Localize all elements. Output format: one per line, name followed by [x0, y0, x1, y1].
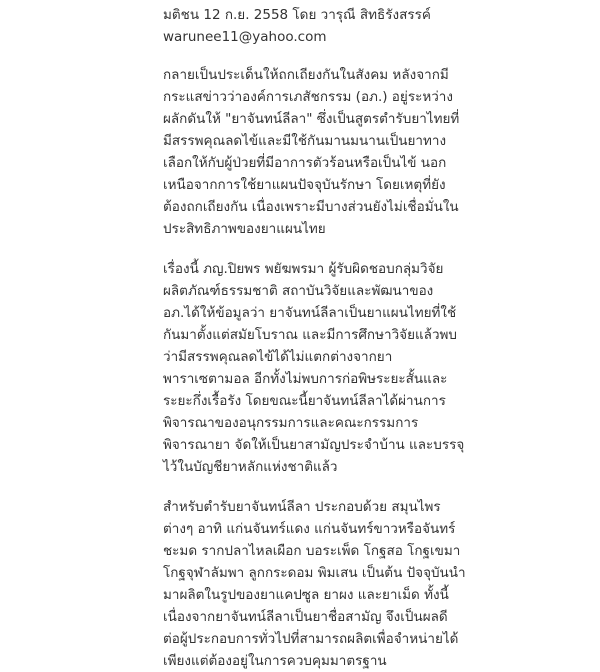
- paragraph-line: พิจารณายา จัดให้เป็นยาสามัญประจำบ้าน และบรรจุ: [163, 437, 465, 453]
- paragraph-line: ต่างๆ อาทิ แก่นจันทร์แดง แก่นจันทร์ขาวหรือจันทร์: [163, 521, 456, 537]
- paragraph-line: ต้องถกเถียงกัน เนื่องเพราะมีบางส่วนยังไม่เชื่อมั่นใน: [163, 199, 459, 215]
- paragraph-line: สำหรับตำรับยาจันทน์ลีลา ประกอบด้วย สมุนไพร: [163, 499, 441, 515]
- paragraph-1: [163, 64, 463, 240]
- paragraph-line: เหนือจากการใช้ยาแผนปัจจุบันรักษา โดยเหตุที่ยัง: [163, 177, 446, 193]
- paragraph-line: เนื่องจากยาจันทน์ลีลาเป็นยาชื่อสามัญ จึงเป็นผลดี: [163, 609, 448, 625]
- byline-date-author: มติชน 12 ก.ย. 2558 โดย วารุณี สิทธิรังสรรค์: [163, 7, 431, 23]
- paragraph-line: เรื่องนี้ ภญ.ปิยพร พยัฆพรมา ผู้รับผิดชอบกลุ่มวิจัย: [163, 261, 444, 277]
- paragraph-line: โกฐจุฬาลัมพา ลูกกระดอม พิมเสน เป็นต้น ปัจจุบันนำ: [163, 565, 466, 581]
- paragraph-line: กลายเป็นประเด็นให้ถกเถียงกันในสังคม หลังจากมี: [163, 67, 449, 83]
- byline: [163, 4, 463, 48]
- paragraph-line: ผลักดันให้ "ยาจันทน์ลีลา" ซึ่งเป็นสูตรตำรับยาไทยที่: [163, 111, 460, 127]
- paragraph-line: ผลิตภัณฑ์ธรรมชาติ สถาบันวิจัยและพัฒนาของ: [163, 283, 434, 299]
- paragraph-line: ประสิทธิภาพของยาแผนไทย: [163, 221, 326, 237]
- paragraph-line: เพียงแต่ต้องอยู่ในการควบคุมมาตรฐาน: [163, 653, 387, 669]
- byline-email: warunee11@yahoo.com: [163, 29, 327, 45]
- paragraph-line: กันมาตั้งแต่สมัยโบราณ และมีการศึกษาวิจัยแล้วพบ: [163, 327, 458, 343]
- paragraph-line: ไว้ในบัญชียาหลักแห่งชาติแล้ว: [163, 459, 338, 475]
- paragraph-line: ระยะกึ่งเรื้อรัง โดยขณะนี้ยาจันทน์ลีลาได้ผ่านการ: [163, 393, 446, 409]
- paragraph-line: พาราเซตามอล อีกทั้งไม่พบการก่อพิษระยะสั้นและ: [163, 371, 448, 387]
- paragraph-line: ชะมด รากปลาไหลเผือก บอระเพ็ด โกฐสอ โกฐเขมา: [163, 543, 461, 559]
- paragraph-line: อภ.ได้ให้ข้อมูลว่า ยาจันทน์ลีลาเป็นยาแผนไทยที่ใช้: [163, 305, 457, 321]
- paragraph-line: มาผลิตในรูปของยาแคปซูล ยาผง และยาเม็ด ทั้งนี้: [163, 587, 449, 603]
- paragraph-3: [163, 496, 466, 672]
- paragraph-line: มีสรรพคุณลดไข้และมีใช้กันมานมนานเป็นยาทาง: [163, 133, 447, 149]
- paragraph-line: ว่ามีสรรพคุณลดไข้ได้ไม่แตกต่างจากยา: [163, 349, 393, 365]
- paragraph-line: พิจารณาของอนุกรรมการและคณะกรรมการ: [163, 415, 419, 431]
- paragraph-line: กระแสข่าวว่าองค์การเภสัชกรรม (อภ.) อยู่ระหว่าง: [163, 89, 453, 105]
- paragraph-line: เลือกให้กับผู้ป่วยที่มีอาการตัวร้อนหรือเป็นไข้ นอก: [163, 155, 447, 171]
- paragraph-2: [163, 258, 463, 478]
- article-body: [163, 4, 466, 672]
- paragraph-line: ต่อผู้ประกอบการทั่วไปที่สามารถผลิตเพื่อจำหน่ายได้: [163, 631, 459, 647]
